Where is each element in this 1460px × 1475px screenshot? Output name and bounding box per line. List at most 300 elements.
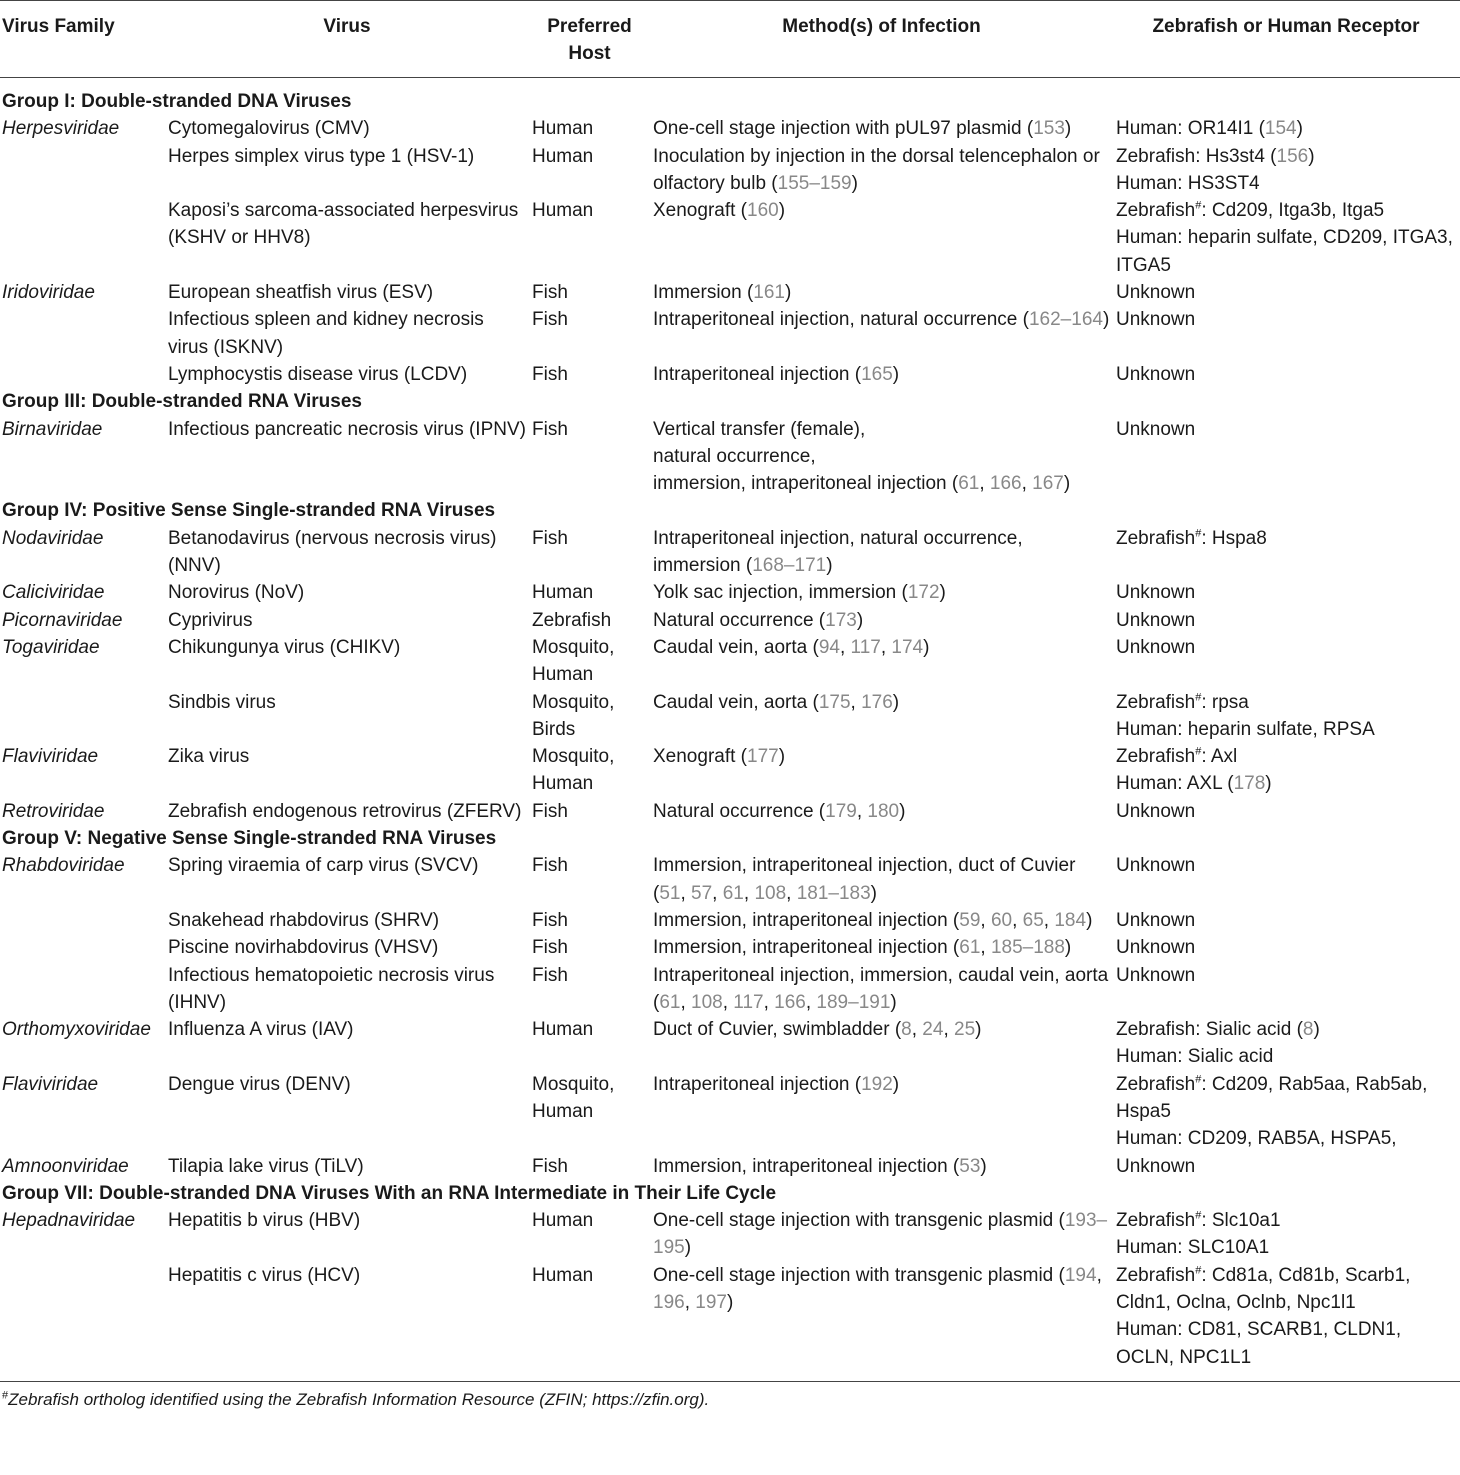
cell-preferred-host: Fish	[532, 909, 568, 931]
cell-virus-family	[0, 143, 166, 198]
reference-link[interactable]: 176	[861, 691, 893, 713]
reference-link[interactable]: 57	[691, 882, 713, 904]
cell-preferred-host: Human	[532, 200, 594, 222]
receptor-line	[1116, 525, 1456, 552]
cell-virus: Hepatitis c virus (HCV)	[166, 1262, 530, 1382]
cell-virus-family: Herpesviridae	[2, 118, 120, 140]
cell-virus: Norovirus (NoV)	[168, 582, 305, 604]
method-text: natural occurrence,	[653, 445, 816, 467]
cell-receptor	[1114, 1207, 1460, 1262]
cell-virus: Cytomegalovirus (CMV)	[168, 118, 370, 140]
cell-virus: Cyprivirus	[168, 609, 253, 631]
receptor-line	[1116, 716, 1456, 743]
cell-virus-family: Togaviridae	[2, 636, 100, 658]
table-row	[0, 852, 1460, 907]
reference-link[interactable]: 192	[861, 1073, 893, 1095]
receptor-line	[1116, 279, 1456, 306]
cell-receptor	[1114, 607, 1460, 634]
cell-virus: Zebrafish endogenous retrovirus (ZFERV)	[168, 800, 522, 822]
cell-method	[651, 743, 1114, 798]
receptor-line	[1116, 743, 1456, 770]
receptor-text: Unknown	[1116, 363, 1196, 385]
table-row	[0, 634, 1460, 689]
cell-virus: Kaposi’s sarcoma-associated herpesvirus (KSHV or HHV8)	[168, 200, 519, 249]
receptor-text: Zebrafish	[1116, 527, 1196, 549]
receptor-text: Zebrafish: Sialic acid (	[1116, 1019, 1303, 1041]
reference-link[interactable]: 175	[818, 691, 851, 713]
receptor-line	[1116, 1071, 1456, 1126]
method-text: ,	[684, 1292, 696, 1314]
receptor-line	[1116, 770, 1456, 797]
method-text: )	[856, 609, 864, 631]
cell-receptor	[1114, 1016, 1460, 1071]
reference-link[interactable]: 117	[850, 636, 881, 658]
method-text: )	[851, 172, 858, 194]
receptor-line	[1116, 579, 1456, 606]
cell-preferred-host: Fish	[532, 855, 568, 877]
table-row	[0, 798, 1460, 825]
receptor-text: )	[1265, 773, 1272, 795]
cell-virus-family: Flaviviridae	[2, 1073, 99, 1095]
reference-link[interactable]: 65	[1022, 909, 1044, 931]
cell-preferred-host: Fish	[532, 527, 568, 549]
cell-receptor	[1114, 525, 1460, 580]
table-footnote	[0, 1382, 1460, 1418]
method-text: Intraperitoneal injection (	[653, 1073, 862, 1095]
reference-link[interactable]: 117	[733, 991, 764, 1013]
cell-virus: Infectious pancreatic necrosis virus (IPNV)	[168, 418, 526, 440]
method-text: Intraperitoneal injection, natural occurrence, immersion (	[653, 527, 1023, 577]
receptor-text: : Cd81a, Cd81b, Scarb1, Cldn1, Oclna, Oclnb, Npc1l1	[1116, 1264, 1411, 1314]
table-body	[0, 78, 1460, 1382]
receptor-line	[1116, 852, 1456, 879]
reference-link[interactable]: 161	[753, 282, 785, 304]
method-text: Inoculation by injection in the dorsal telencephalon or olfactory bulb (	[653, 145, 1100, 194]
cell-method	[651, 416, 1114, 498]
reference-link[interactable]: 168–171	[752, 555, 827, 577]
reference-link[interactable]: 173	[825, 609, 857, 631]
receptor-text: Unknown	[1116, 800, 1196, 822]
method-text: )	[892, 363, 900, 385]
cell-preferred-host: Fish	[532, 309, 568, 331]
receptor-text: : Axl	[1201, 746, 1238, 768]
cell-virus-family: Iridoviridae	[2, 282, 95, 304]
group-row	[0, 825, 1460, 852]
receptor-line	[1116, 1316, 1456, 1371]
method-text: )	[1102, 309, 1110, 331]
cell-method	[651, 1207, 1114, 1262]
receptor-text: : Cd209, Rab5aa, Rab5ab, Hspa5	[1116, 1073, 1428, 1122]
method-text: ,	[743, 882, 755, 904]
cell-method	[651, 197, 1114, 279]
cell-preferred-host: Human	[532, 582, 594, 604]
cell-virus-family	[0, 907, 166, 934]
cell-receptor	[1114, 197, 1460, 279]
cell-preferred-host: Mosquito, Human	[532, 746, 615, 795]
cell-method	[651, 1262, 1114, 1382]
cell-virus: Hepatitis b virus (HBV)	[168, 1210, 361, 1232]
cell-preferred-host: Human	[532, 118, 594, 140]
table-row	[0, 143, 1460, 198]
method-text: ,	[856, 800, 868, 822]
cell-method	[651, 279, 1114, 306]
reference-link[interactable]: 167	[1032, 473, 1064, 495]
cell-virus: Infectious spleen and kidney necrosis virus (ISKNV)	[168, 309, 484, 358]
table-row	[0, 1016, 1460, 1071]
table-row	[0, 1262, 1460, 1382]
receptor-text: Unknown	[1116, 1155, 1196, 1177]
cell-virus-family	[0, 306, 166, 361]
receptor-line	[1116, 934, 1456, 961]
cell-virus: Snakehead rhabdovirus (SHRV)	[168, 909, 440, 931]
method-text: Caudal vein, aorta (	[653, 691, 819, 713]
method-text: ,	[712, 882, 723, 904]
receptor-text: Human: AXL (	[1116, 773, 1234, 795]
method-text: Intraperitoneal injection (	[653, 363, 862, 385]
cell-method	[651, 115, 1114, 142]
group-title: Group V: Negative Sense Single-stranded RNA Viruses	[2, 828, 497, 850]
header-method: Method(s) of Infection	[651, 1, 1114, 78]
cell-method	[651, 634, 1114, 689]
reference-link[interactable]: 193–195	[653, 1210, 1108, 1259]
receptor-text: Zebrafish	[1116, 691, 1196, 713]
receptor-line	[1116, 416, 1456, 443]
receptor-text: Human: CD209, RAB5A, HSPA5,	[1116, 1128, 1397, 1150]
cell-receptor	[1114, 1071, 1460, 1153]
cell-virus: Piscine novirhabdovirus (VHSV)	[168, 937, 439, 959]
method-text: ,	[1043, 909, 1055, 931]
table-row	[0, 416, 1460, 498]
group-title: Group III: Double-stranded RNA Viruses	[2, 391, 362, 413]
receptor-text: Zebrafish	[1116, 746, 1196, 768]
footnote-text: Zebrafish ortholog identified using the Zebrafish Information Resource (ZFIN; https://zfin.org).	[8, 1389, 710, 1409]
cell-virus-family	[0, 689, 166, 744]
method-text: ,	[680, 991, 692, 1013]
method-text: immersion, intraperitoneal injection (	[653, 473, 959, 495]
method-text: Caudal vein, aorta (	[653, 636, 819, 658]
table-row	[0, 689, 1460, 744]
header-virus-family: Virus Family	[0, 1, 166, 78]
table-row	[0, 962, 1460, 1017]
reference-link[interactable]: 172	[907, 582, 940, 604]
receptor-line	[1116, 306, 1456, 333]
cell-method	[651, 907, 1114, 934]
method-text: ,	[850, 691, 862, 713]
reference-link[interactable]: 61	[959, 937, 981, 959]
cell-virus-family: Amnoonviridae	[2, 1155, 129, 1177]
table-row	[0, 279, 1460, 306]
cell-method	[651, 525, 1114, 580]
cell-virus: Sindbis virus	[168, 691, 276, 713]
method-text: )	[726, 1292, 734, 1314]
receptor-line	[1116, 1207, 1456, 1234]
ortholog-mark: #	[1195, 527, 1202, 540]
group-row	[0, 1180, 1460, 1207]
reference-link[interactable]: 153	[1033, 118, 1065, 140]
reference-link[interactable]: 165	[861, 363, 893, 385]
reference-link[interactable]: 51	[659, 882, 681, 904]
cell-method	[651, 143, 1114, 198]
ortholog-mark: #	[1195, 1209, 1202, 1222]
ortholog-mark: #	[1195, 199, 1202, 212]
cell-virus-family: Nodaviridae	[2, 527, 104, 549]
cell-virus: Tilapia lake virus (TiLV)	[168, 1155, 364, 1177]
method-text: One-cell stage injection with transgenic plasmid (	[653, 1264, 1065, 1286]
table-header	[0, 1, 1460, 78]
table-row	[0, 115, 1460, 142]
reference-link[interactable]: 178	[1233, 773, 1266, 795]
method-text: Intraperitoneal injection, natural occurrence (	[653, 309, 1029, 331]
receptor-line	[1116, 1153, 1456, 1180]
receptor-line	[1116, 907, 1456, 934]
method-text: ,	[763, 991, 775, 1013]
reference-link[interactable]: 53	[959, 1155, 981, 1177]
cell-receptor	[1114, 907, 1460, 934]
table-row	[0, 361, 1460, 388]
receptor-text: Unknown	[1116, 855, 1196, 877]
method-text: ,	[880, 636, 892, 658]
header-preferred-host: Preferred Host	[530, 1, 651, 78]
method-text: Natural occurrence (	[653, 609, 826, 631]
receptor-text: Unknown	[1116, 282, 1196, 304]
receptor-line	[1116, 1125, 1456, 1152]
reference-link[interactable]: 25	[954, 1019, 976, 1041]
cell-virus: Spring viraemia of carp virus (SVCV)	[168, 855, 479, 877]
receptor-line	[1116, 170, 1456, 197]
reference-link[interactable]: 61	[722, 882, 744, 904]
table-row	[0, 525, 1460, 580]
method-text: )	[1064, 118, 1072, 140]
ortholog-mark: #	[1195, 1073, 1202, 1086]
method-text: ,	[979, 473, 990, 495]
cell-virus-family	[0, 197, 166, 279]
reference-link[interactable]: 184	[1054, 909, 1087, 931]
cell-receptor	[1114, 579, 1460, 606]
cell-virus: European sheatfish virus (ESV)	[168, 282, 434, 304]
cell-receptor	[1114, 1262, 1460, 1382]
reference-link[interactable]: 181–183	[796, 882, 871, 904]
receptor-text: Unknown	[1116, 937, 1196, 959]
cell-receptor	[1114, 416, 1460, 498]
cell-preferred-host: Human	[532, 145, 594, 167]
method-text: )	[1086, 909, 1093, 931]
cell-virus-family: Hepadnaviridae	[2, 1210, 136, 1232]
cell-preferred-host: Fish	[532, 800, 568, 822]
receptor-line	[1116, 689, 1456, 716]
table-row	[0, 934, 1460, 961]
method-text: )	[1063, 473, 1071, 495]
method-text: Immersion, intraperitoneal injection, duct of Cuvier (	[653, 855, 1076, 904]
group-row	[0, 388, 1460, 415]
table-row	[0, 607, 1460, 634]
method-text: Immersion (	[653, 282, 754, 304]
header-virus: Virus	[166, 1, 530, 78]
reference-link[interactable]: 8	[1302, 1019, 1314, 1041]
reference-link[interactable]: 154	[1264, 118, 1297, 140]
method-text: ,	[805, 991, 817, 1013]
cell-receptor	[1114, 115, 1460, 142]
reference-link[interactable]: 61	[958, 473, 980, 495]
reference-link[interactable]: 177	[747, 746, 779, 768]
group-title: Group IV: Positive Sense Single-stranded RNA Viruses	[2, 500, 496, 522]
receptor-text: Unknown	[1116, 609, 1196, 631]
receptor-text: Unknown	[1116, 309, 1196, 331]
cell-virus-family: Flaviviridae	[2, 746, 99, 768]
reference-link[interactable]: 166	[989, 473, 1022, 495]
receptor-line	[1116, 115, 1456, 142]
cell-preferred-host: Human	[532, 1019, 594, 1041]
cell-receptor	[1114, 934, 1460, 961]
cell-preferred-host: Fish	[532, 363, 568, 385]
receptor-line	[1116, 634, 1456, 661]
cell-virus-family	[0, 962, 166, 1017]
header-receptor: Zebrafish or Human Receptor	[1114, 1, 1460, 78]
cell-preferred-host: Mosquito, Human	[532, 1073, 615, 1122]
method-text: ,	[911, 1019, 923, 1041]
method-text: ,	[1096, 1264, 1102, 1286]
method-text: )	[826, 555, 833, 577]
method-text: )	[892, 1073, 900, 1095]
reference-link[interactable]: 94	[818, 636, 840, 658]
reference-link[interactable]: 194	[1064, 1264, 1097, 1286]
reference-link[interactable]: 155–159	[777, 172, 852, 194]
method-text: ,	[943, 1019, 954, 1041]
cell-virus-family: Picornaviridae	[2, 609, 123, 631]
group-row	[0, 78, 1460, 116]
reference-link[interactable]: 59	[959, 909, 981, 931]
reference-link[interactable]: 166	[774, 991, 806, 1013]
cell-preferred-host: Mosquito, Birds	[532, 691, 615, 740]
receptor-text: Human: OR14I1 (	[1116, 118, 1265, 140]
cell-method	[651, 306, 1114, 361]
reference-link[interactable]: 185–188	[990, 937, 1065, 959]
cell-virus-family: Rhabdoviridae	[2, 855, 125, 877]
reference-link[interactable]: 197	[695, 1292, 727, 1314]
method-text: ,	[839, 636, 851, 658]
table-row	[0, 743, 1460, 798]
receptor-line	[1116, 1262, 1456, 1317]
reference-link[interactable]: 162–164	[1028, 309, 1103, 331]
reference-link[interactable]: 179	[825, 800, 857, 822]
cell-preferred-host: Fish	[532, 418, 568, 440]
table-row	[0, 579, 1460, 606]
method-text: Xenograft (	[653, 200, 747, 222]
cell-receptor	[1114, 852, 1460, 907]
table-row	[0, 1207, 1460, 1262]
receptor-text: Unknown	[1116, 964, 1196, 986]
receptor-text: Zebrafish	[1116, 1073, 1196, 1095]
cell-receptor	[1114, 143, 1460, 198]
method-text: ,	[786, 882, 797, 904]
receptor-text: )	[1296, 118, 1303, 140]
receptor-line	[1116, 1043, 1456, 1070]
receptor-text: Unknown	[1116, 582, 1196, 604]
method-text: ,	[1021, 473, 1033, 495]
cell-method	[651, 852, 1114, 907]
receptor-text: Human: HS3ST4	[1116, 172, 1260, 194]
reference-link[interactable]: 108	[691, 991, 723, 1013]
cell-virus: Lymphocystis disease virus (LCDV)	[168, 363, 468, 385]
receptor-line	[1116, 1016, 1456, 1043]
method-text: Yolk sac injection, immersion (	[653, 582, 908, 604]
cell-method	[651, 934, 1114, 961]
method-text: )	[923, 636, 930, 658]
method-text: )	[980, 1155, 987, 1177]
method-text: )	[975, 1019, 982, 1041]
receptor-text: Human: SLC10A1	[1116, 1237, 1270, 1259]
method-text: )	[890, 991, 897, 1013]
cell-preferred-host: Zebrafish	[532, 609, 612, 631]
group-title: Group VII: Double-stranded DNA Viruses With an RNA Intermediate in Their Life Cycle	[2, 1182, 777, 1204]
method-text: )	[939, 582, 946, 604]
cell-method	[651, 361, 1114, 388]
method-text: ,	[680, 882, 692, 904]
cell-virus: Zika virus	[168, 746, 250, 768]
method-text: One-cell stage injection with pUL97 plasmid (	[653, 118, 1034, 140]
method-text: ,	[1012, 909, 1023, 931]
method-text: Xenograft (	[653, 746, 747, 768]
receptor-text: Human: Sialic acid	[1116, 1046, 1274, 1068]
receptor-text: : rpsa	[1201, 691, 1249, 713]
method-text: Duct of Cuvier, swimbladder (	[653, 1019, 902, 1041]
cell-virus: Betanodavirus (nervous necrosis virus) (NNV)	[168, 527, 497, 577]
reference-link[interactable]: 61	[659, 991, 681, 1013]
receptor-text: : Cd209, Itga3b, Itga5	[1201, 200, 1385, 222]
method-text: Immersion, intraperitoneal injection (	[653, 1155, 960, 1177]
group-title: Group I: Double-stranded DNA Viruses	[2, 91, 352, 112]
method-text: )	[899, 800, 906, 822]
method-text: )	[778, 746, 786, 768]
receptor-text: Human: CD81, SCARB1, CLDN1, OCLN, NPC1L1	[1116, 1319, 1402, 1368]
cell-preferred-host: Mosquito, Human	[532, 636, 615, 686]
reference-link[interactable]: 189–191	[816, 991, 891, 1013]
cell-receptor	[1114, 279, 1460, 306]
reference-link[interactable]: 180	[867, 800, 900, 822]
cell-virus: Chikungunya virus (CHIKV)	[168, 636, 401, 658]
receptor-text: Unknown	[1116, 636, 1196, 658]
receptor-line	[1116, 197, 1456, 224]
reference-link[interactable]: 60	[990, 909, 1013, 931]
receptor-text: Unknown	[1116, 418, 1196, 440]
reference-link[interactable]: 156	[1276, 145, 1309, 167]
cell-preferred-host: Fish	[532, 1155, 568, 1177]
table-row	[0, 1153, 1460, 1180]
cell-receptor	[1114, 634, 1460, 689]
group-row	[0, 497, 1460, 524]
cell-method	[651, 1016, 1114, 1071]
cell-virus-family: Caliciviridae	[2, 582, 105, 604]
reference-link[interactable]: 196	[653, 1292, 685, 1314]
cell-method	[651, 798, 1114, 825]
receptor-line	[1116, 361, 1456, 388]
cell-preferred-host: Human	[532, 1210, 594, 1232]
cell-virus: Influenza A virus (IAV)	[168, 1019, 354, 1041]
method-text: )	[684, 1237, 692, 1259]
method-text: )	[785, 282, 792, 304]
reference-link[interactable]: 160	[747, 200, 779, 222]
receptor-text: Zebrafish	[1116, 200, 1196, 222]
reference-link[interactable]: 8	[901, 1019, 912, 1041]
ortholog-mark: #	[1195, 745, 1202, 758]
cell-receptor	[1114, 361, 1460, 388]
cell-virus: Herpes simplex virus type 1 (HSV-1)	[168, 145, 475, 167]
method-text: ,	[722, 991, 734, 1013]
cell-preferred-host: Fish	[532, 964, 568, 986]
reference-link[interactable]: 108	[754, 882, 787, 904]
receptor-text: Zebrafish	[1116, 1264, 1196, 1286]
reference-link[interactable]: 174	[891, 636, 924, 658]
reference-link[interactable]: 24	[922, 1019, 944, 1041]
